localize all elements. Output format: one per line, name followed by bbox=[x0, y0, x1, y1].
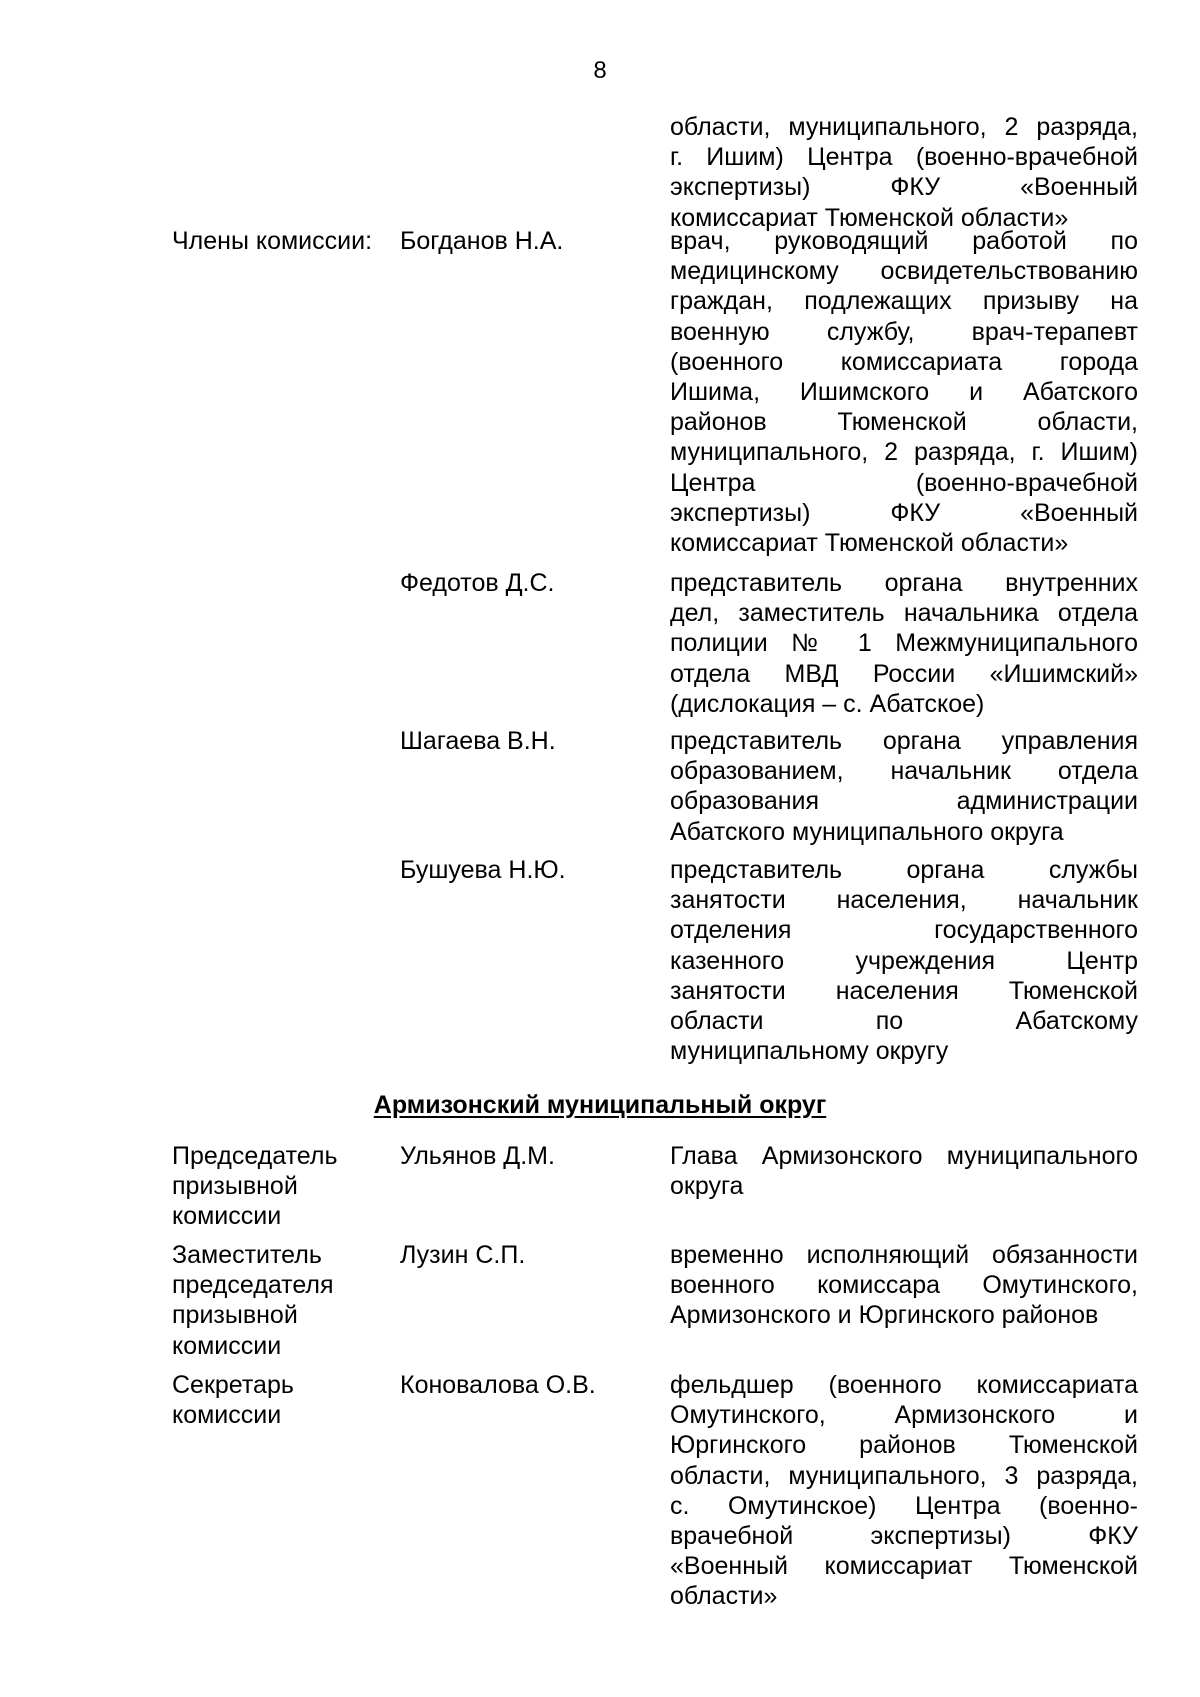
text-line: отделения государственного bbox=[670, 916, 1138, 945]
member-description bbox=[670, 855, 1138, 1066]
member-name: Федотов Д.С. bbox=[400, 569, 555, 597]
text-line: Омутинского, Армизонского и bbox=[670, 1401, 1138, 1430]
text-line: образованием, начальник отдела bbox=[670, 757, 1138, 786]
text-line: занятости населения Тюменской bbox=[670, 976, 1138, 1005]
text-line: занятости населения, начальник bbox=[670, 886, 1138, 915]
text-line: Ишима, Ишимского и Абатского bbox=[670, 378, 1138, 407]
role-line: комиссии bbox=[172, 1401, 282, 1430]
member-row bbox=[0, 568, 1200, 719]
text-line: (военного комиссариата города bbox=[670, 347, 1138, 376]
member-name: Бушуева Н.Ю. bbox=[400, 856, 566, 884]
text-line: образования администрации bbox=[670, 787, 1138, 816]
member-description bbox=[670, 568, 1138, 719]
text-line: казенного учреждения Центр bbox=[670, 946, 1138, 975]
member-row bbox=[0, 855, 1200, 1066]
text-line: медицинскому освидетельствованию bbox=[670, 257, 1138, 286]
member-description bbox=[670, 226, 1138, 558]
text-line: дел, заместитель начальника отдела bbox=[670, 599, 1138, 628]
text-line: военную службу, врач-терапевт bbox=[670, 317, 1138, 346]
text-line: Глава Армизонского муниципального bbox=[670, 1142, 1138, 1170]
text-line: с. Омутинское) Центра (военно- bbox=[670, 1491, 1138, 1520]
text-line: районов Тюменской области, bbox=[670, 408, 1138, 437]
text-line: Центра (военно-врачебной bbox=[670, 468, 1138, 497]
role-line: Председатель bbox=[172, 1142, 338, 1170]
commission-row bbox=[0, 1240, 1200, 1360]
member-name: Богданов Н.А. bbox=[400, 227, 564, 255]
text-line: отдела МВД России «Ишимский» bbox=[670, 659, 1138, 688]
role-line: комиссии bbox=[172, 1202, 282, 1231]
section-heading: Армизонский муниципальный округ bbox=[373, 1091, 827, 1119]
member-name: Шагаева В.Н. bbox=[400, 727, 556, 755]
page-number: 8 bbox=[593, 57, 607, 84]
text-line: Армизонского и Юргинского районов bbox=[670, 1301, 1099, 1330]
text-line: области» bbox=[670, 1582, 778, 1611]
text-line: граждан, подлежащих призыву на bbox=[670, 287, 1138, 316]
role-line: призывной bbox=[172, 1301, 298, 1330]
text-line: муниципальному округу bbox=[670, 1037, 949, 1066]
member-description bbox=[670, 1370, 1138, 1612]
text-line: комиссариат Тюменской области» bbox=[670, 529, 1069, 558]
member-description bbox=[670, 1141, 1138, 1201]
text-line: полиции № 1 Межмуниципального bbox=[670, 629, 1138, 658]
text-line: области, муниципального, 3 разряда, bbox=[670, 1461, 1138, 1490]
text-line: временно исполняющий обязанности bbox=[670, 1241, 1138, 1269]
continuation-description bbox=[670, 112, 1138, 233]
continuation-block bbox=[0, 112, 1200, 233]
member-row bbox=[0, 726, 1200, 847]
text-line: представитель органа службы bbox=[670, 856, 1138, 884]
text-line: Юргинского районов Тюменской bbox=[670, 1431, 1138, 1460]
member-name: Коновалова О.В. bbox=[400, 1371, 596, 1399]
text-line: округа bbox=[670, 1172, 744, 1201]
role-label bbox=[172, 1240, 382, 1361]
member-name: Лузин С.П. bbox=[400, 1241, 526, 1269]
text-line: области по Абатскому bbox=[670, 1007, 1138, 1036]
commission-row bbox=[0, 1141, 1200, 1231]
text-line: области, муниципального, 2 разряда, bbox=[670, 113, 1138, 141]
text-line: врачебной экспертизы) ФКУ bbox=[670, 1522, 1138, 1551]
role-line: председателя bbox=[172, 1271, 334, 1300]
member-row bbox=[0, 226, 1200, 558]
text-line: Абатского муниципального округа bbox=[670, 817, 1064, 846]
member-description bbox=[670, 1240, 1138, 1331]
text-line: военного комиссара Омутинского, bbox=[670, 1271, 1138, 1300]
role-line: комиссии bbox=[172, 1331, 282, 1360]
role-line: Секретарь bbox=[172, 1371, 294, 1399]
text-line: комиссариат Тюменской области» bbox=[670, 203, 1069, 232]
member-description bbox=[670, 726, 1138, 847]
member-name: Ульянов Д.М. bbox=[400, 1142, 555, 1170]
text-line: представитель органа управления bbox=[670, 727, 1138, 755]
role-line: Заместитель bbox=[172, 1241, 322, 1269]
text-line: (дислокация – с. Абатское) bbox=[670, 689, 985, 718]
role-label bbox=[172, 1141, 382, 1232]
text-line: экспертизы) ФКУ «Военный bbox=[670, 498, 1138, 527]
text-line: муниципального, 2 разряда, г. Ишим) bbox=[670, 438, 1138, 467]
text-line: фельдшер (военного комиссариата bbox=[670, 1371, 1138, 1399]
commission-row bbox=[0, 1370, 1200, 1612]
role-label bbox=[172, 1370, 382, 1430]
text-line: «Военный комиссариат Тюменской bbox=[670, 1552, 1138, 1581]
text-line: врач, руководящий работой по bbox=[670, 227, 1138, 255]
text-line: представитель органа внутренних bbox=[670, 569, 1138, 597]
role-line: призывной bbox=[172, 1172, 298, 1201]
text-line: экспертизы) ФКУ «Военный bbox=[670, 173, 1138, 202]
role-label: Члены комиссии: bbox=[172, 227, 373, 255]
text-line: г. Ишим) Центра (военно-врачебной bbox=[670, 143, 1138, 172]
